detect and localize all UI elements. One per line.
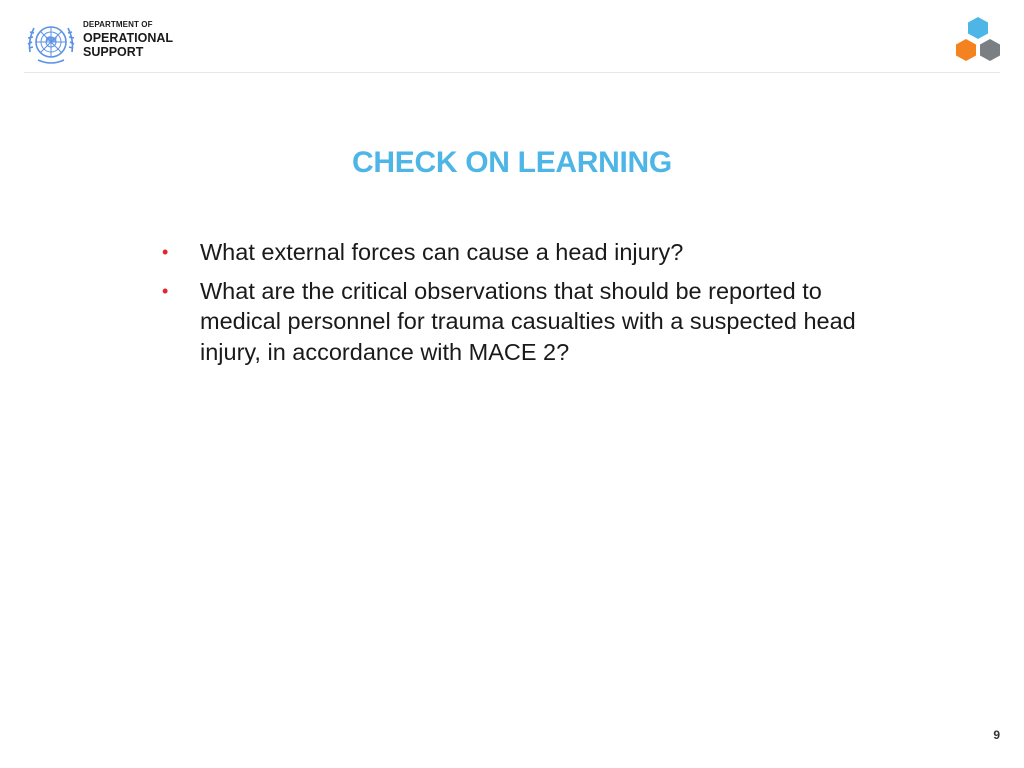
department-line1: DEPARTMENT OF: [83, 20, 153, 29]
department-name: [83, 21, 173, 59]
slide-title: CHECK ON LEARNING: [352, 146, 672, 179]
bullet-marker: •: [162, 242, 169, 262]
bullet-text: What external forces can cause a head injury?: [200, 239, 684, 265]
department-line2: OPERATIONAL: [83, 31, 174, 45]
department-line3: SUPPORT: [83, 44, 144, 59]
bullet-item: [162, 276, 862, 368]
bullet-text: What are the critical observations that should be reported to medical personnel for trauma casualties with a suspected head injury, in accordance with MACE 2?: [200, 277, 856, 365]
bullet-marker: •: [162, 280, 169, 301]
header: [0, 0, 1024, 72]
un-emblem-icon: [24, 16, 78, 70]
hexagon-cluster-icon: [950, 15, 1006, 67]
header-divider: [24, 72, 1000, 73]
page-number: 9: [993, 728, 1000, 742]
bullet-item: [162, 237, 862, 268]
bullet-list: [162, 237, 862, 375]
